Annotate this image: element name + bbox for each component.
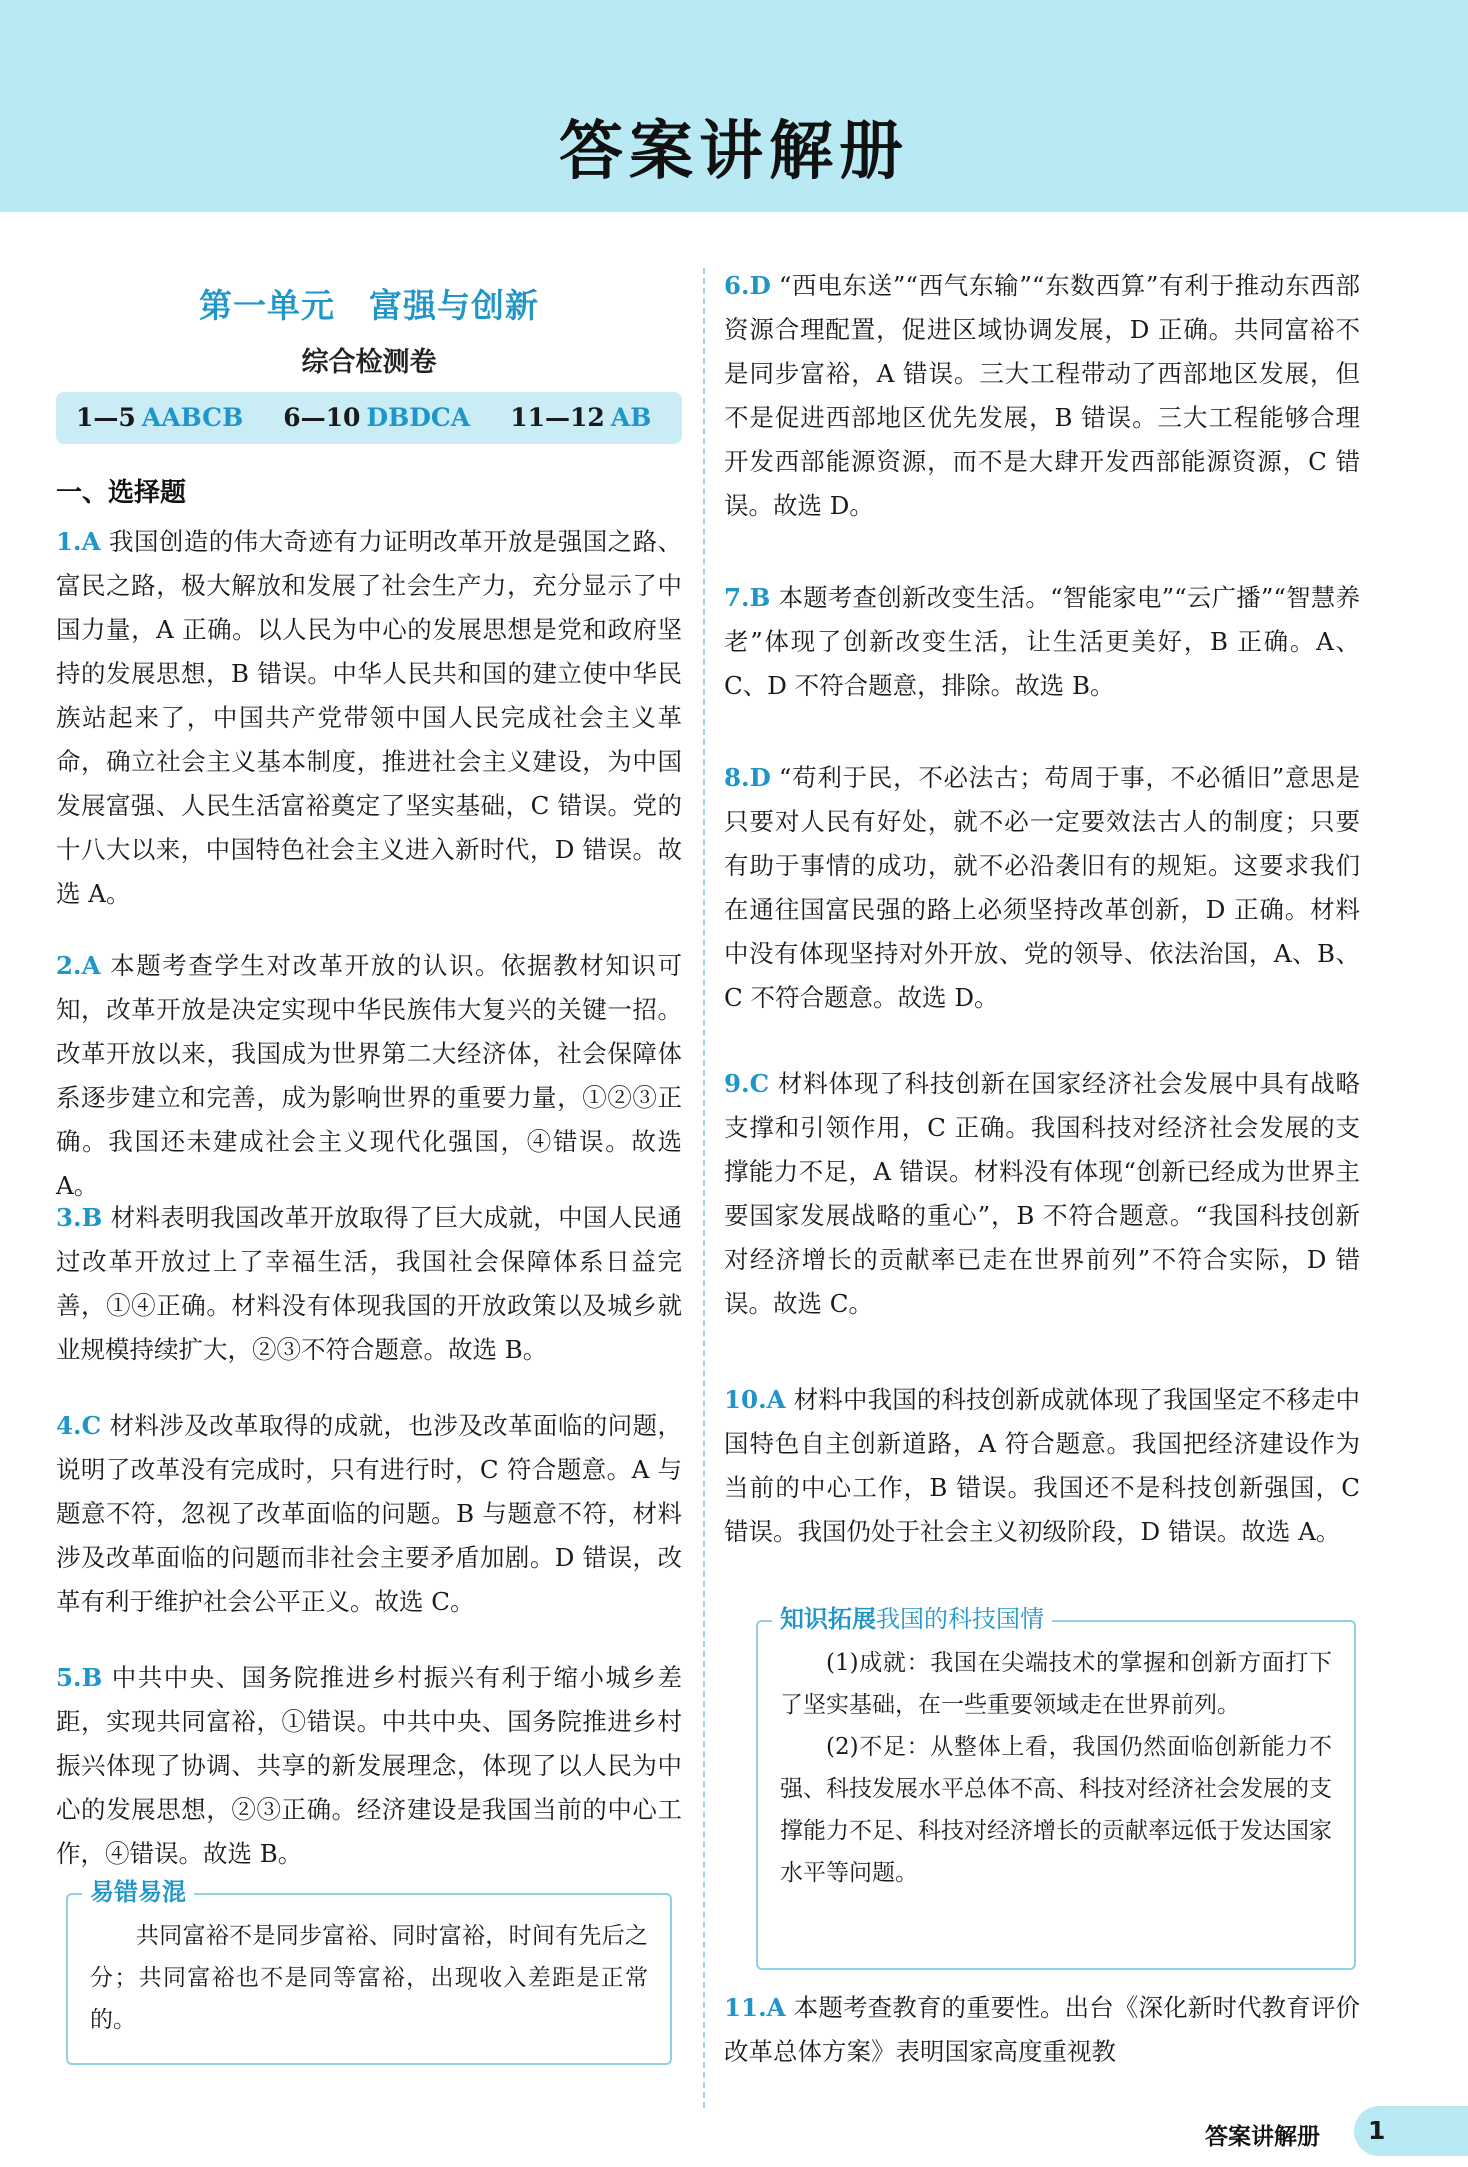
question-8 — [724, 756, 1360, 1020]
question-text: 材料表明我国改革开放取得了巨大成就，中国人民通过改革开放过上了幸福生活，我国社会保障体系日益完善，①④正确。材料没有体现我国的开放政策以及城乡就业规模持续扩大，②③不符合题意。故选 B。 — [56, 1203, 682, 1364]
tip-box-body — [68, 1895, 670, 2049]
question-10 — [724, 1378, 1360, 1554]
question-2 — [56, 944, 682, 1208]
question-4 — [56, 1404, 682, 1624]
tip-box-tag-label: 易错易混 — [90, 1878, 186, 1906]
answer-key-bar — [56, 392, 682, 444]
knowledge-box-tag — [772, 1598, 1052, 1640]
question-number: 5.B — [56, 1663, 103, 1692]
knowledge-box-topic: 我国的科技国情 — [876, 1605, 1044, 1633]
knowledge-box — [756, 1605, 1356, 1970]
knowledge-point: (1)成就：我国在尖端技术的掌握和创新方面打下了坚实基础，在一些重要领域走在世界前列。 — [780, 1650, 1332, 1718]
answer-letters: DBDCA — [366, 403, 471, 432]
question-text: 材料涉及改革取得的成就，也涉及改革面临的问题，说明了改革没有完成时，只有进行时，C 符合题意。A 与题意不符，忽视了改革面临的问题。B 与题意不符，材料涉及改革面临的问题而非社会主要矛盾加剧。D 错误，改革有利于维护社会公平正义。故选 C。 — [56, 1411, 682, 1616]
question-5 — [56, 1656, 682, 1876]
knowledge-point: (2)不足：从整体上看，我国仍然面临创新能力不强、科技发展水平总体不高、科技对经济社会发展的支撑能力不足、科技对经济增长的贡献率远低于发达国家水平等问题。 — [780, 1734, 1332, 1886]
question-number: 4.C — [56, 1411, 102, 1440]
answer-letters: AB — [610, 403, 652, 432]
answer-group — [510, 403, 651, 432]
question-number: 8.D — [724, 763, 771, 792]
unit-subtitle: 综合检测卷 — [301, 347, 437, 378]
question-text: 我国创造的伟大奇迹有力证明改革开放是强国之路、富民之路，极大解放和发展了社会生产力，充分显示了中国力量，A 正确。以人民为中心的发展思想是党和政府坚持的发展思想，B 错误。中华人民共和国的建立使中华民族站起来了，中国共产党带领中国人民完成社会主义革命，确立社会主义基本制度，推进社会主义建设，为中国发展富强、人民生活富裕奠定了坚实基础，C 错误。党的十八大以来，中国特色社会主义进入新时代，D 错误。故选 A。 — [56, 527, 682, 908]
question-1 — [56, 520, 682, 916]
question-number: 10.A — [724, 1385, 786, 1414]
question-number: 6.D — [724, 271, 771, 300]
page-number: 1 — [1354, 2106, 1468, 2156]
question-text: 材料中我国的科技创新成就体现了我国坚定不移走中国特色自主创新道路，A 符合题意。我国把经济建设作为当前的中心工作，B 错误。我国还不是科技创新强国，C 错误。我国仍处于社会主义初级阶段，D 错误。故选 A。 — [724, 1385, 1360, 1546]
footer-label: 答案讲解册 — [1205, 2124, 1320, 2150]
question-text: 本题考查创新改变生活。“智能家电”“云广播”“智慧养老”体现了创新改变生活，让生活更美好，B 正确。A、C、D 不符合题意，排除。故选 B。 — [724, 583, 1360, 700]
answer-group — [283, 403, 470, 432]
tip-box-tag — [82, 1871, 194, 1913]
unit-title: 第一单元 富强与创新 — [199, 286, 539, 325]
question-9 — [724, 1062, 1360, 1326]
question-number: 7.B — [724, 583, 771, 612]
answer-letters: AABCB — [141, 403, 244, 432]
question-text: 材料体现了科技创新在国家经济社会发展中具有战略支撑和引领作用，C 正确。我国科技对经济社会发展的支撑能力不足，A 错误。材料没有体现“创新已经成为世界主要国家发展战略的重心”，B 不符合题意。“我国科技创新对经济增长的贡献率已走在世界前列”不符合实际，D 错误。故选 C。 — [724, 1069, 1360, 1318]
question-number: 3.B — [56, 1203, 103, 1232]
question-number: 2.A — [56, 951, 101, 980]
question-number: 9.C — [724, 1069, 770, 1098]
answer-range: 1—5 — [76, 403, 136, 432]
answer-range: 6—10 — [283, 403, 361, 432]
question-11 — [724, 1986, 1360, 2074]
question-7 — [724, 576, 1360, 708]
knowledge-box-body — [758, 1622, 1354, 1902]
question-6 — [724, 264, 1360, 528]
column-divider — [703, 268, 705, 2108]
question-number: 1.A — [56, 527, 101, 556]
question-text: “西电东送”“西气东输”“东数西算”有利于推动东西部资源合理配置，促进区域协调发展，D 正确。共同富裕不是同步富裕，A 错误。三大工程带动了西部地区发展，但不是促进西部地区优先发展，B 错误。三大工程能够合理开发西部能源资源，而不是大肆开发西部能源资源，C 错误。故选 D。 — [724, 271, 1360, 520]
answer-range: 11—12 — [510, 403, 605, 432]
question-text: 本题考查学生对改革开放的认识。依据教材知识可知，改革开放是决定实现中华民族伟大复兴的关键一招。改革开放以来，我国成为世界第二大经济体，社会保障体系逐步建立和完善，成为影响世界的重要力量，①②③正确。我国还未建成社会主义现代化强国，④错误。故选 A。 — [56, 951, 682, 1200]
question-text: 本题考查教育的重要性。出台《深化新时代教育评价改革总体方案》表明国家高度重视教 — [724, 1993, 1360, 2066]
knowledge-box-tag-label: 知识拓展 — [780, 1605, 876, 1633]
question-3 — [56, 1196, 682, 1372]
page-title: 答案讲解册 — [559, 115, 909, 189]
tip-box-text: 共同富裕不是同步富裕、同时富裕，时间有先后之分；共同富裕也不是同等富裕，出现收入差距是正常的。 — [90, 1923, 648, 2033]
answer-group — [76, 403, 243, 432]
question-number: 11.A — [724, 1993, 786, 2022]
question-text: 中共中央、国务院推进乡村振兴有利于缩小城乡差距，实现共同富裕，①错误。中共中央、国务院推进乡村振兴体现了协调、共享的新发展理念，体现了以人民为中心的发展思想，②③正确。经济建设是我国当前的中心工作，④错误。故选 B。 — [56, 1663, 682, 1868]
question-text: “苟利于民，不必法古；苟周于事，不必循旧”意思是只要对人民有好处，就不必一定要效法古人的制度；只要有助于事情的成功，就不必沿袭旧有的规矩。这要求我们在通往国富民强的路上必须坚持改革创新，D 正确。材料中没有体现坚持对外开放、党的领导、依法治国，A、B、C 不符合题意。故选 D。 — [724, 763, 1360, 1012]
tip-box — [66, 1878, 672, 2065]
section-heading: 一、选择题 — [56, 478, 187, 508]
